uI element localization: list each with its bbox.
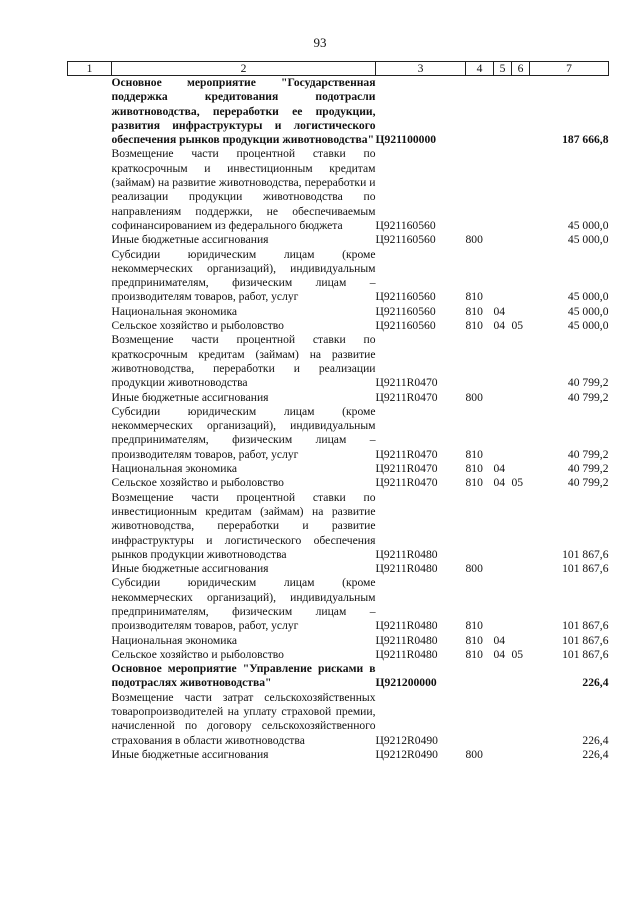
subsection-code <box>512 76 530 148</box>
row-number-cell <box>68 462 112 476</box>
table-row <box>68 634 609 648</box>
amount: 40 799,2 <box>567 376 609 390</box>
table-row <box>68 691 609 748</box>
expense-type-code: 800 <box>465 390 483 404</box>
amount: 187 666,8 <box>562 133 609 147</box>
column-header-4: 4 <box>466 62 494 76</box>
table-row <box>68 248 609 305</box>
table-row <box>68 476 609 490</box>
target-article-code: Ц9211R0480 <box>375 647 438 661</box>
row-number-cell <box>68 319 112 333</box>
item-name: Национальная экономика <box>111 304 238 318</box>
subsection-code: 05 <box>511 476 524 490</box>
amount: 45 000,0 <box>567 319 609 333</box>
amount: 101 867,6 <box>562 633 609 647</box>
amount: 45 000,0 <box>567 290 609 304</box>
item-name: Сельское хозяйство и рыболовство <box>111 319 284 333</box>
subsection-code: 05 <box>511 319 524 333</box>
section-code <box>494 562 512 576</box>
item-name: Субсидии юридическим лицам (кроме некоммерческих организаций), индивидуальным предпринимателям, физическим лицам – производителям товаров, работ, услуг <box>111 247 376 304</box>
column-header-2: 2 <box>112 62 376 76</box>
section-code <box>494 691 512 748</box>
section-code <box>494 76 512 148</box>
item-name: Субсидии юридическим лицам (кроме некоммерческих организаций), индивидуальным предпринимателям, физическим лицам – производителям товаров, работ, услуг <box>111 404 376 461</box>
item-name: Иные бюджетные ассигнования <box>111 562 269 576</box>
subsection-code <box>512 748 530 762</box>
section-code <box>494 491 512 562</box>
section-code: 04 <box>493 462 506 476</box>
amount: 45 000,0 <box>567 304 609 318</box>
expense-type-code <box>466 76 494 148</box>
section-code <box>494 233 512 247</box>
section-code <box>494 662 512 691</box>
row-number-cell <box>68 748 112 762</box>
item-name: Субсидии юридическим лицам (кроме некоммерческих организаций), индивидуальным предпринимателям, физическим лицам – производителям товаров, работ, услуг <box>111 576 376 633</box>
expense-type-code: 810 <box>465 462 483 476</box>
expense-type-code: 810 <box>465 633 483 647</box>
item-name: Сельское хозяйство и рыболовство <box>111 647 284 661</box>
expense-type-code: 810 <box>465 619 483 633</box>
table-row <box>68 319 609 333</box>
expense-type-code <box>466 491 494 562</box>
target-article-code: Ц9211R0470 <box>375 390 438 404</box>
row-number-cell <box>68 491 112 562</box>
target-article-code: Ц921160560 <box>375 233 436 247</box>
table-row <box>68 562 609 576</box>
item-name: Национальная экономика <box>111 462 238 476</box>
item-name: Национальная экономика <box>111 633 238 647</box>
row-number-cell <box>68 562 112 576</box>
amount: 40 799,2 <box>567 447 609 461</box>
expense-type-code: 800 <box>465 233 483 247</box>
target-article-code: Ц9211R0480 <box>375 633 438 647</box>
table-row <box>68 147 609 233</box>
subsection-code <box>512 634 530 648</box>
table-row <box>68 305 609 319</box>
item-name: Возмещение части процентной ставки по инвестиционным кредитам (займам) на развитие животноводства, переработки и развитие инфраструктуры и логистического обеспечения рынков продукции животноводства <box>111 490 376 561</box>
expense-type-code <box>466 691 494 748</box>
subsection-code <box>512 305 530 319</box>
expense-type-code <box>466 147 494 233</box>
table-row <box>68 76 609 148</box>
column-number-header <box>68 62 609 76</box>
amount: 226,4 <box>582 733 609 747</box>
subsection-code <box>512 248 530 305</box>
amount: 101 867,6 <box>562 547 609 561</box>
row-number-cell <box>68 248 112 305</box>
section-code <box>494 405 512 462</box>
row-number-cell <box>68 147 112 233</box>
table-row <box>68 405 609 462</box>
target-article-code: Ц921200000 <box>375 676 437 690</box>
row-number-cell <box>68 576 112 633</box>
row-number-cell <box>68 233 112 247</box>
subsection-code: 05 <box>511 647 524 661</box>
row-number-cell <box>68 476 112 490</box>
item-name: Основное мероприятие "Государственная поддержка кредитования подотрасли животноводства, переработки ее продукции, развития инфраструктуры и логистического обеспечения рынков продукции животноводства" <box>111 76 376 147</box>
subsection-code <box>512 562 530 576</box>
expense-type-code: 810 <box>465 476 483 490</box>
table-row <box>68 333 609 390</box>
section-code: 04 <box>493 633 506 647</box>
amount: 101 867,6 <box>562 619 609 633</box>
expense-type-code <box>466 662 494 691</box>
column-header-7: 7 <box>530 62 609 76</box>
item-name: Возмещение части процентной ставки по краткосрочным и инвестиционным кредитам (займам) на развитие животноводства, переработки и реализации продукции животноводства по направлениям поддержки, не обеспечиваемым софинансированием из федерального бюджета <box>111 147 376 232</box>
section-code <box>494 576 512 633</box>
target-article-code: Ц9211R0470 <box>375 447 438 461</box>
amount: 226,4 <box>582 676 609 690</box>
table-row <box>68 233 609 247</box>
column-header-5: 5 <box>494 62 512 76</box>
expense-type-code: 810 <box>465 304 483 318</box>
row-number-cell <box>68 691 112 748</box>
subsection-code <box>512 576 530 633</box>
table-row <box>68 748 609 762</box>
target-article-code: Ц9211R0480 <box>375 562 438 576</box>
target-article-code: Ц921160560 <box>375 290 436 304</box>
item-name: Иные бюджетные ассигнования <box>111 747 269 761</box>
amount: 45 000,0 <box>567 218 609 232</box>
section-code <box>494 748 512 762</box>
amount: 40 799,2 <box>567 390 609 404</box>
target-article-code: Ц9211R0470 <box>375 376 438 390</box>
table-row <box>68 391 609 405</box>
target-article-code: Ц9211R0480 <box>375 547 438 561</box>
row-number-cell <box>68 76 112 148</box>
row-number-cell <box>68 634 112 648</box>
section-code <box>494 333 512 390</box>
target-article-code: Ц921160560 <box>375 218 436 232</box>
table-row <box>68 648 609 662</box>
expense-type-code: 810 <box>465 447 483 461</box>
section-code: 04 <box>493 647 506 661</box>
subsection-code <box>512 491 530 562</box>
row-number-cell <box>68 405 112 462</box>
item-name: Сельское хозяйство и рыболовство <box>111 476 284 490</box>
subsection-code <box>512 333 530 390</box>
section-code: 04 <box>493 319 506 333</box>
item-name: Возмещение части процентной ставки по краткосрочным кредитам (займам) на развитие животноводства, переработки и реализации продукции животноводства <box>111 333 376 390</box>
section-code: 04 <box>493 304 506 318</box>
expense-type-code <box>466 333 494 390</box>
page-number: 93 <box>313 35 327 50</box>
section-code <box>494 391 512 405</box>
column-header-1: 1 <box>68 62 112 76</box>
table-row <box>68 491 609 562</box>
expense-type-code: 810 <box>465 647 483 661</box>
row-number-cell <box>68 305 112 319</box>
subsection-code <box>512 462 530 476</box>
section-code <box>494 248 512 305</box>
item-name: Иные бюджетные ассигнования <box>111 233 269 247</box>
subsection-code <box>512 391 530 405</box>
target-article-code: Ц9211R0480 <box>375 619 438 633</box>
column-header-6: 6 <box>512 62 530 76</box>
target-article-code: Ц921160560 <box>375 319 436 333</box>
target-article-code: Ц9211R0470 <box>375 476 438 490</box>
amount: 101 867,6 <box>562 562 609 576</box>
subsection-code <box>512 405 530 462</box>
item-name: Иные бюджетные ассигнования <box>111 390 269 404</box>
row-number-cell <box>68 648 112 662</box>
amount: 40 799,2 <box>567 476 609 490</box>
subsection-code <box>512 147 530 233</box>
section-code <box>494 147 512 233</box>
table-row <box>68 662 609 691</box>
target-article-code: Ц9212R0490 <box>375 733 438 747</box>
amount: 40 799,2 <box>567 462 609 476</box>
subsection-code <box>512 233 530 247</box>
row-number-cell <box>68 391 112 405</box>
row-number-cell <box>68 333 112 390</box>
subsection-code <box>512 691 530 748</box>
item-name: Основное мероприятие "Управление рисками в подотраслях животноводства" <box>111 662 376 690</box>
item-name: Возмещение части затрат сельскохозяйственных товаропроизводителей на уплату страховой премии, начисленной по договору сельскохозяйственного страхования в области животноводства <box>111 690 376 747</box>
amount: 226,4 <box>582 747 609 761</box>
expense-type-code: 810 <box>465 290 483 304</box>
target-article-code: Ц921100000 <box>375 133 437 147</box>
row-number-cell <box>68 662 112 691</box>
target-article-code: Ц921160560 <box>375 304 436 318</box>
target-article-code: Ц9211R0470 <box>375 462 438 476</box>
column-header-3: 3 <box>376 62 466 76</box>
target-article-code: Ц9212R0490 <box>375 747 438 761</box>
expense-type-code: 810 <box>465 319 483 333</box>
amount: 101 867,6 <box>562 647 609 661</box>
section-code: 04 <box>493 476 506 490</box>
table-row <box>68 576 609 633</box>
budget-table <box>67 61 609 762</box>
expense-type-code: 800 <box>465 562 483 576</box>
table-row <box>68 462 609 476</box>
table-body <box>68 76 609 763</box>
expense-type-code: 800 <box>465 747 483 761</box>
subsection-code <box>512 662 530 691</box>
amount: 45 000,0 <box>567 233 609 247</box>
